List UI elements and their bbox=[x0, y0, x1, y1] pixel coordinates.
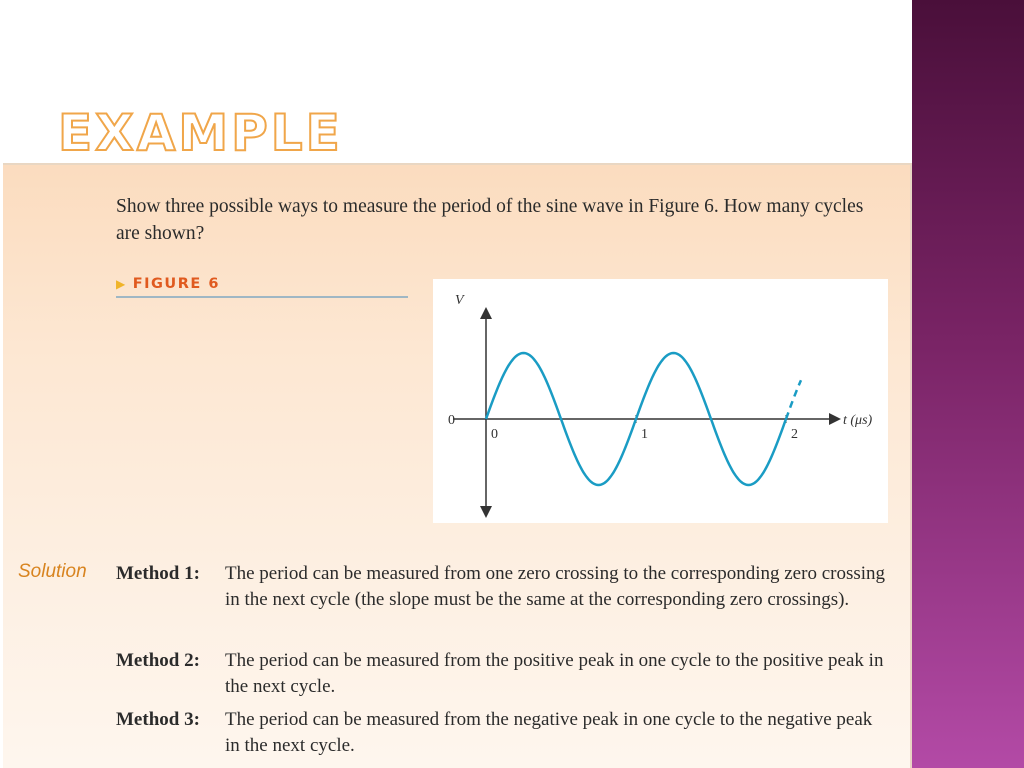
method-3-text: The period can be measured from the negative peak in one cycle to the negative peak in the next cycle. bbox=[225, 709, 873, 756]
method-2-text: The period can be measured from the positive peak in one cycle to the positive peak in the next cycle. bbox=[225, 650, 884, 697]
method-2-name: Method 2: bbox=[116, 650, 200, 671]
y-axis-label: V bbox=[455, 293, 464, 308]
method-3 bbox=[116, 707, 886, 759]
figure-label-text: FIGURE 6 bbox=[132, 276, 220, 292]
method-1-name: Method 1: bbox=[116, 563, 200, 584]
figure-caption bbox=[116, 276, 408, 298]
y-tick-zero: 0 bbox=[448, 413, 455, 428]
sine-wave-continuation bbox=[786, 380, 801, 419]
sine-wave-chart bbox=[433, 279, 888, 523]
question-text: Show three possible ways to measure the period of the sine wave in Figure 6. How many cycles are shown? bbox=[116, 196, 864, 244]
x-tick-label: 0 bbox=[491, 427, 498, 442]
x-axis-label: t (μs) bbox=[843, 413, 873, 428]
solution-label: Solution bbox=[18, 561, 87, 582]
method-3-name: Method 3: bbox=[116, 709, 200, 730]
x-tick-label: 1 bbox=[641, 427, 648, 442]
sine-wave-figure bbox=[433, 279, 888, 523]
slide-title: EXAMPLE bbox=[58, 104, 343, 162]
method-1-text: The period can be measured from one zero crossing to the corresponding zero crossing in the next cycle (the slope must be the same at the corresponding zero crossings). bbox=[225, 563, 886, 610]
caption-marker-icon: ▶ bbox=[116, 277, 127, 291]
method-2 bbox=[116, 648, 886, 700]
decorative-side-bar bbox=[912, 0, 1024, 768]
x-tick-label: 2 bbox=[791, 427, 798, 442]
example-panel bbox=[3, 163, 912, 768]
method-1 bbox=[116, 561, 886, 613]
